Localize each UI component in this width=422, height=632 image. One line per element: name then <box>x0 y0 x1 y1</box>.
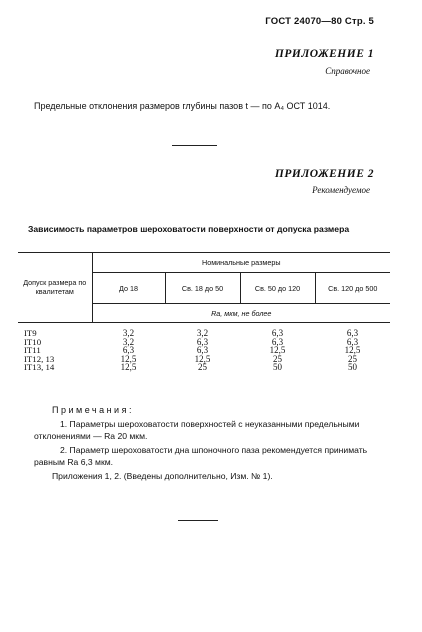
column-header: Св. 18 до 50 <box>165 273 240 304</box>
tolerance-header: Допуск размера по квалитетам <box>18 253 92 323</box>
value-cell: 3,2 <box>196 328 209 338</box>
value-cell: 12,5 <box>194 353 211 364</box>
value-cell: 3,2 <box>122 328 135 338</box>
roughness-table <box>18 252 390 372</box>
note-2-line-2: равным Ra 6,3 мкм. <box>34 457 114 467</box>
appendix-footer-note: Приложения 1, 2. (Введены дополнительно, Изм. № 1). <box>52 471 273 481</box>
appendix-2-title: ПРИЛОЖЕНИЕ 2 <box>274 168 374 180</box>
end-divider <box>178 520 218 521</box>
value-cell: 25 <box>198 362 207 373</box>
value-cell: 12,5 <box>269 345 286 356</box>
value-cell: 12,5 <box>344 345 361 356</box>
unit-row: Ra, мкм, не более <box>92 304 390 323</box>
value-cell: 12,5 <box>120 353 137 364</box>
page-header: ГОСТ 24070—80 Стр. 5 <box>265 16 374 27</box>
value-cell: 50 <box>273 362 282 373</box>
value-cell: 6,3 <box>271 336 284 347</box>
appendix-1-subtitle: Справочное <box>325 66 370 76</box>
appendix-2-subtitle: Рекомендуемое <box>312 185 370 195</box>
value-cell: 6,3 <box>196 345 209 356</box>
nominal-sizes-header: Номинальные размеры <box>92 253 390 273</box>
value-cell: 50 <box>348 362 357 373</box>
grade-cell: IT13, 14 <box>24 362 55 373</box>
value-cell: 6,3 <box>122 345 135 356</box>
note-1-line-1: 1. Параметры шероховатости поверхностей с неуказанными предельными <box>60 419 360 429</box>
table-title: Зависимость параметров шероховатости поверхности от допуска размера <box>28 224 350 234</box>
column-header: До 18 <box>92 273 165 304</box>
note-1-line-2: отклонениями — Ra 20 мкм. <box>34 431 148 441</box>
value-cell: 6,3 <box>346 336 359 347</box>
notes-heading: Примечания: <box>52 405 134 415</box>
grade-cell: IT10 <box>24 336 42 347</box>
grade-cell: IT11 <box>24 345 41 356</box>
value-cell: 6,3 <box>196 336 209 347</box>
note-2-line-1: 2. Параметр шероховатости дна шпоночного паза рекомендуется принимать <box>60 445 368 455</box>
value-cell: 25 <box>273 353 282 364</box>
value-cell: 3,2 <box>122 336 135 347</box>
value-cell: 12,5 <box>120 362 137 373</box>
value-cell: 25 <box>348 353 357 364</box>
column-header: Св. 50 до 120 <box>240 273 315 304</box>
grade-cell: IT12, 13 <box>24 353 55 364</box>
value-cell: 6,3 <box>346 328 359 338</box>
appendix-1-title: ПРИЛОЖЕНИЕ 1 <box>274 48 374 60</box>
grade-cell: IT9 <box>24 328 37 338</box>
section-divider <box>172 145 217 146</box>
appendix-1-text: Предельные отклонения размеров глубины пазов t — по A₄ ОСТ 1014. <box>34 101 331 111</box>
column-header: Св. 120 до 500 <box>315 273 390 304</box>
table-row <box>18 363 390 372</box>
value-cell: 6,3 <box>271 328 284 338</box>
